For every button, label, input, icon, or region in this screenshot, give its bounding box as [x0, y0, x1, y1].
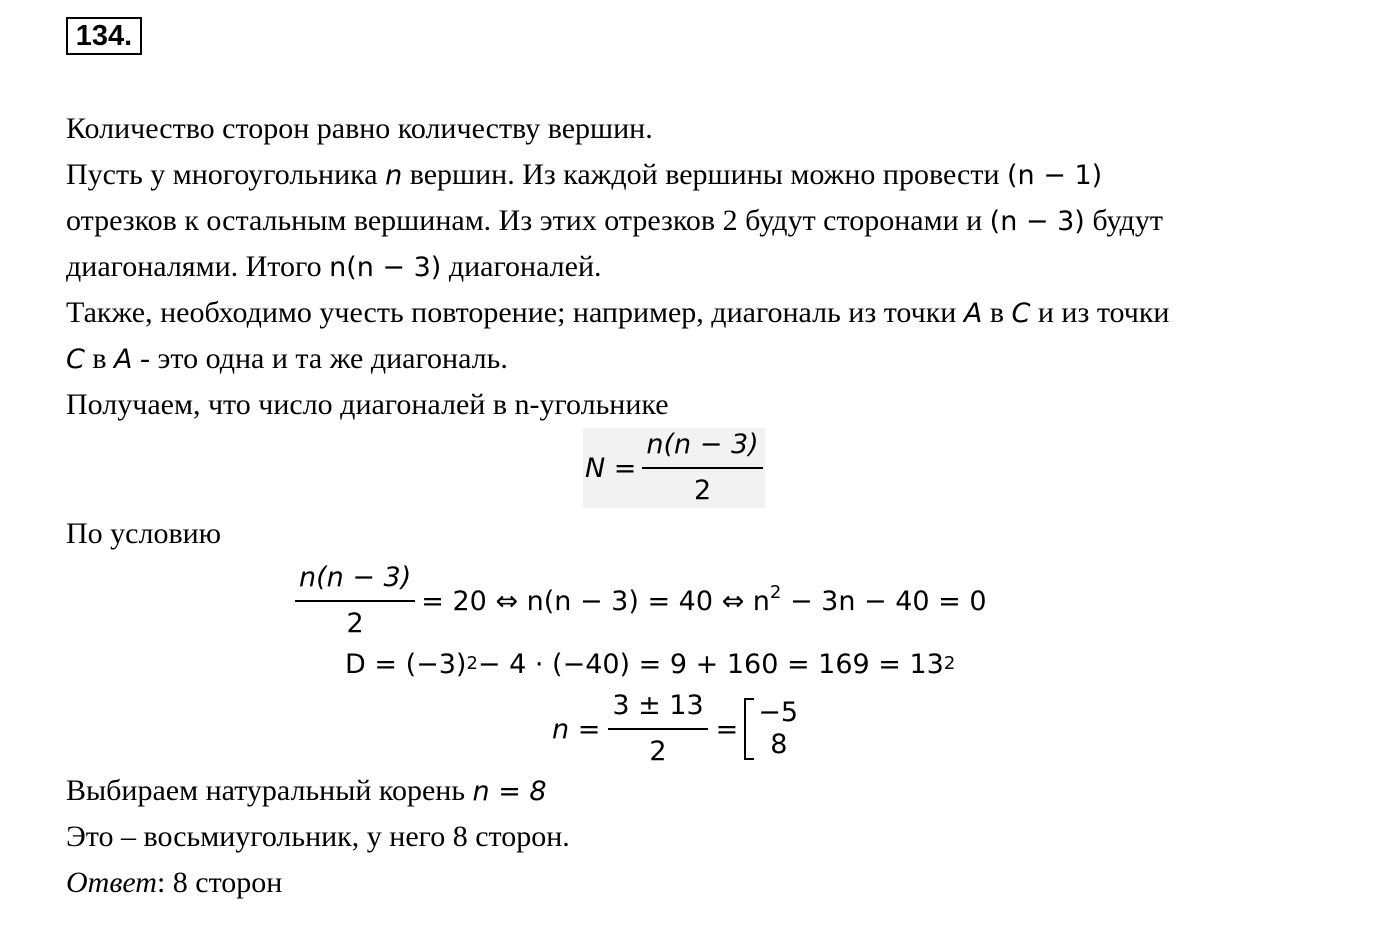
math-expr: n(n − 3)	[329, 252, 442, 283]
formula-lhs: N =	[585, 452, 637, 484]
text-line-2	[66, 156, 1102, 195]
fraction-numerator: n(n − 3)	[295, 560, 415, 602]
text-line-4	[66, 248, 602, 287]
text-segment: Выбираем натуральный корень	[66, 774, 473, 807]
answer-label: Ответ	[66, 866, 157, 899]
root-value: −5	[758, 697, 799, 728]
math-expr: (n − 1)	[1007, 160, 1103, 191]
roots-values	[758, 697, 798, 761]
formula-segment: − 3n − 40 = 0	[781, 585, 987, 617]
math-var-C: C	[1011, 298, 1031, 329]
fraction	[295, 560, 415, 642]
math-var-A: A	[114, 344, 133, 375]
math-expr: (n − 3)	[989, 206, 1085, 237]
math-var-A: A	[963, 298, 983, 329]
text-segment: в	[982, 296, 1012, 329]
formula-lhs: n =	[552, 713, 601, 745]
text-line-7: Получаем, что число диагоналей в n-угольнике	[66, 388, 669, 421]
fraction-denominator: 2	[346, 608, 364, 639]
text-line-5	[66, 294, 1170, 333]
fraction-numerator: 3 ± 13	[608, 688, 707, 730]
math-var-n: n	[385, 160, 403, 191]
formula-rest	[421, 581, 987, 617]
text-segment: и из точки	[1030, 296, 1170, 329]
formula-condition	[295, 560, 987, 642]
formula-discriminant: D = (−3) 2 − 4 · (−40) = 9 + 160 = 169 = 13 2	[345, 648, 956, 680]
text-line-8: По условию	[66, 517, 222, 550]
text-line-10: Это – восьмиугольник, у него 8 сторон.	[66, 820, 570, 853]
text-segment: в	[84, 342, 115, 375]
fraction-denominator: 2	[649, 736, 667, 767]
text-segment: будут	[1084, 204, 1163, 237]
text-segment: - это одна и та же диагональ.	[132, 342, 508, 375]
formula-segment: = 20 ⇔ n(n − 3) = 40 ⇔ n	[421, 585, 770, 617]
text-segment: вершин. Из каждой вершины можно провести	[402, 158, 1008, 191]
math-var-C: C	[66, 344, 85, 375]
set-bracket	[744, 698, 754, 760]
text-segment: Пусть у многоугольника	[66, 158, 386, 191]
formula-diagonals	[583, 428, 765, 508]
equals-sign: =	[715, 713, 739, 745]
fraction-numerator: n(n − 3)	[642, 427, 762, 469]
formula-segment: − 4 · (−40) = 9 + 160 = 169 = 13	[477, 648, 944, 680]
text-line-9	[66, 772, 547, 811]
fraction	[608, 688, 707, 770]
roots-set	[744, 697, 798, 761]
formula-segment: D = (−3)	[345, 648, 467, 680]
exponent: 2	[769, 581, 782, 603]
text-segment: диагоналями. Итого	[66, 250, 330, 283]
text-line-1: Количество сторон равно количеству вершин.	[66, 112, 653, 145]
fraction	[642, 427, 762, 509]
formula-roots	[552, 688, 798, 770]
problem-number: 134.	[66, 17, 142, 55]
answer-text: : 8 сторон	[156, 866, 283, 899]
text-segment: диагоналей.	[441, 250, 602, 283]
text-line-6	[66, 340, 508, 379]
text-segment: отрезков к остальным вершинам. Из этих отрезков 2 будут сторонами и	[66, 204, 990, 237]
answer-line	[66, 864, 282, 902]
text-line-3	[66, 202, 1163, 241]
fraction-denominator: 2	[693, 475, 712, 506]
root-value: 8	[770, 729, 788, 760]
math-expr: n = 8	[472, 776, 547, 807]
text-segment: Также, необходимо учесть повторение; например, диагональ из точки	[66, 296, 964, 329]
